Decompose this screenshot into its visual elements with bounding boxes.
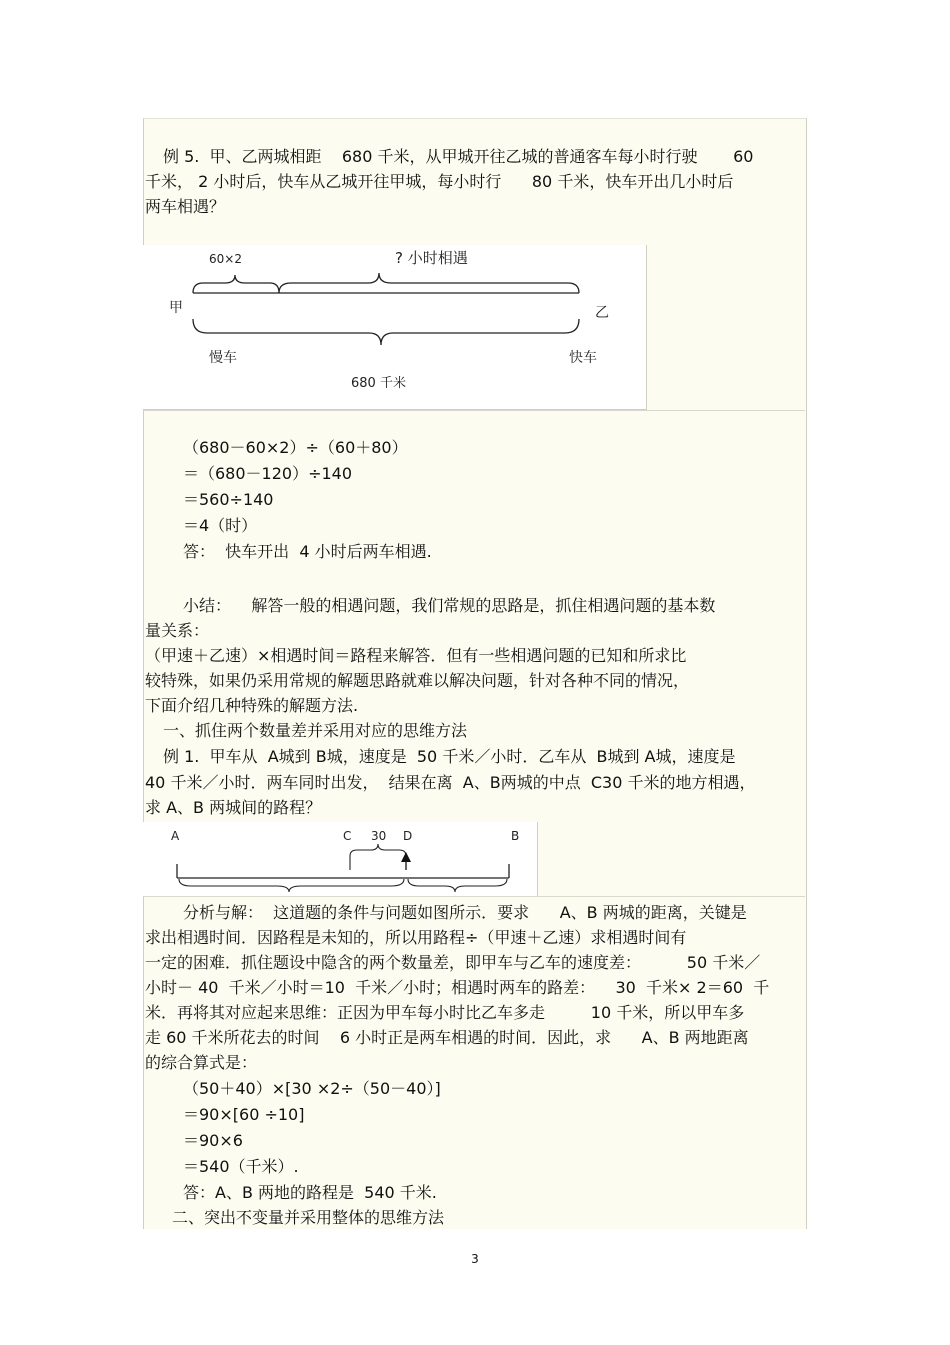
label-b: B (511, 829, 520, 843)
section2-heading: 二、突出不变量并采用整体的思维方法 (172, 1208, 445, 1227)
summary-line5: 下面介绍几种特殊的解题方法. (145, 696, 359, 715)
solution1-answer: 答：A、B 两地的路程是 540 千米. (183, 1183, 437, 1202)
brace-d-to-b (408, 879, 507, 892)
analysis-line4: 小时－ 40 千米／小时＝10 千米／小时；相遇时两车的路差： 30 千米× 2＝60 千 (145, 978, 770, 997)
section1-example-line2: 40 千米／小时．两车同时出发， 结果在离 A、B两城的中点 C30 千米的地方相遇， (145, 773, 756, 792)
label-30: 30 (371, 829, 387, 843)
solution1-step1: （50＋40）×[30 ×2÷（50－40）] (183, 1079, 441, 1098)
section1-example-line1: 例 1. 甲车从 A城到 B城，速度是 50 千米／小时．乙车从 B城到 A城，速度是 (163, 747, 736, 766)
brace-meet-time (279, 273, 579, 293)
label-slow-car: 慢车 (209, 350, 237, 366)
label-jia: 甲 (169, 300, 183, 316)
analysis-line5: 米．再将其对应起来思维：正因为甲车每小时比乙车多走 10 千米，所以甲车多 (145, 1003, 745, 1022)
solution5-step2: ＝（680－120）÷140 (183, 464, 353, 483)
section1-example-line3: 求 A、B 两城间的路程？ (145, 798, 322, 817)
analysis-line6: 走 60 千米所花去的时间 6 小时正是两车相遇的时间．因此，求 A、B 两地距离 (145, 1028, 749, 1047)
diagram1-svg (143, 245, 646, 409)
solution5-step3: ＝560÷140 (183, 490, 274, 509)
brace-a-to-d (179, 879, 404, 892)
label-yi: 乙 (595, 305, 609, 321)
distance-diagram-1 (143, 245, 647, 410)
label-fast-car: 快车 (569, 350, 597, 366)
separator (143, 410, 805, 411)
brace-60x2 (193, 275, 279, 293)
brace-30 (350, 844, 406, 856)
example5-line2: 千米， 2 小时后，快车从乙城开往甲城，每小时行 80 千米，快车开出几小时后 (145, 172, 734, 191)
label-question-hours: ? 小时相遇 (395, 249, 468, 267)
label-680km: 680 千米 (351, 376, 406, 391)
page-number: 3 (471, 1252, 479, 1266)
solution5-answer: 答： 快车开出 4 小时后两车相遇. (183, 542, 432, 561)
label-60x2: 60×2 (209, 252, 242, 266)
label-a: A (171, 829, 180, 843)
summary-line2: 量关系： (145, 621, 210, 640)
analysis-line7: 的综合算式是： (145, 1053, 258, 1072)
summary-line1: 小结： 解答一般的相遇问题，我们常规的思路是，抓住相遇问题的基本数 (183, 596, 716, 615)
summary-line3: （甲速＋乙速）×相遇时间＝路程来解答．但有一些相遇问题的已知和所求比 (145, 646, 687, 665)
analysis-line3: 一定的困难．抓住题设中隐含的两个数量差，即甲车与乙车的速度差： 50 千米／ (145, 953, 761, 972)
section1-heading: 一、抓住两个数量差并采用对应的思维方法 (163, 721, 468, 740)
solution5-step4: ＝4（时） (183, 516, 258, 535)
solution5-step1: （680－60×2）÷（60＋80） (183, 438, 408, 457)
summary-line4: 较特殊，如果仍采用常规的解题思路就难以解决问题，针对各种不同的情况， (145, 671, 690, 690)
diagram2-svg (143, 822, 537, 896)
solution1-step2: ＝90×[60 ÷10] (183, 1105, 305, 1124)
example5-line1: 例 5. 甲、乙两城相距 680 千米，从甲城开往乙城的普通客车每小时行驶 60 (163, 147, 754, 166)
solution1-step4: ＝540（千米）. (183, 1157, 299, 1176)
label-c: C (343, 829, 352, 843)
separator (143, 896, 805, 897)
analysis-line2: 求出相遇时间．因路程是未知的，所以用路程÷（甲速＋乙速）求相遇时间有 (145, 928, 687, 947)
analysis-line1: 分析与解： 这道题的条件与问题如图所示．要求 A、B 两城的距离，关键是 (183, 903, 747, 922)
solution1-step3: ＝90×6 (183, 1131, 243, 1150)
brace-total-distance (193, 319, 579, 345)
distance-diagram-2 (143, 822, 538, 896)
label-d: D (403, 829, 413, 843)
meeting-point-arrow (401, 852, 411, 862)
example5-line3: 两车相遇？ (145, 197, 226, 216)
